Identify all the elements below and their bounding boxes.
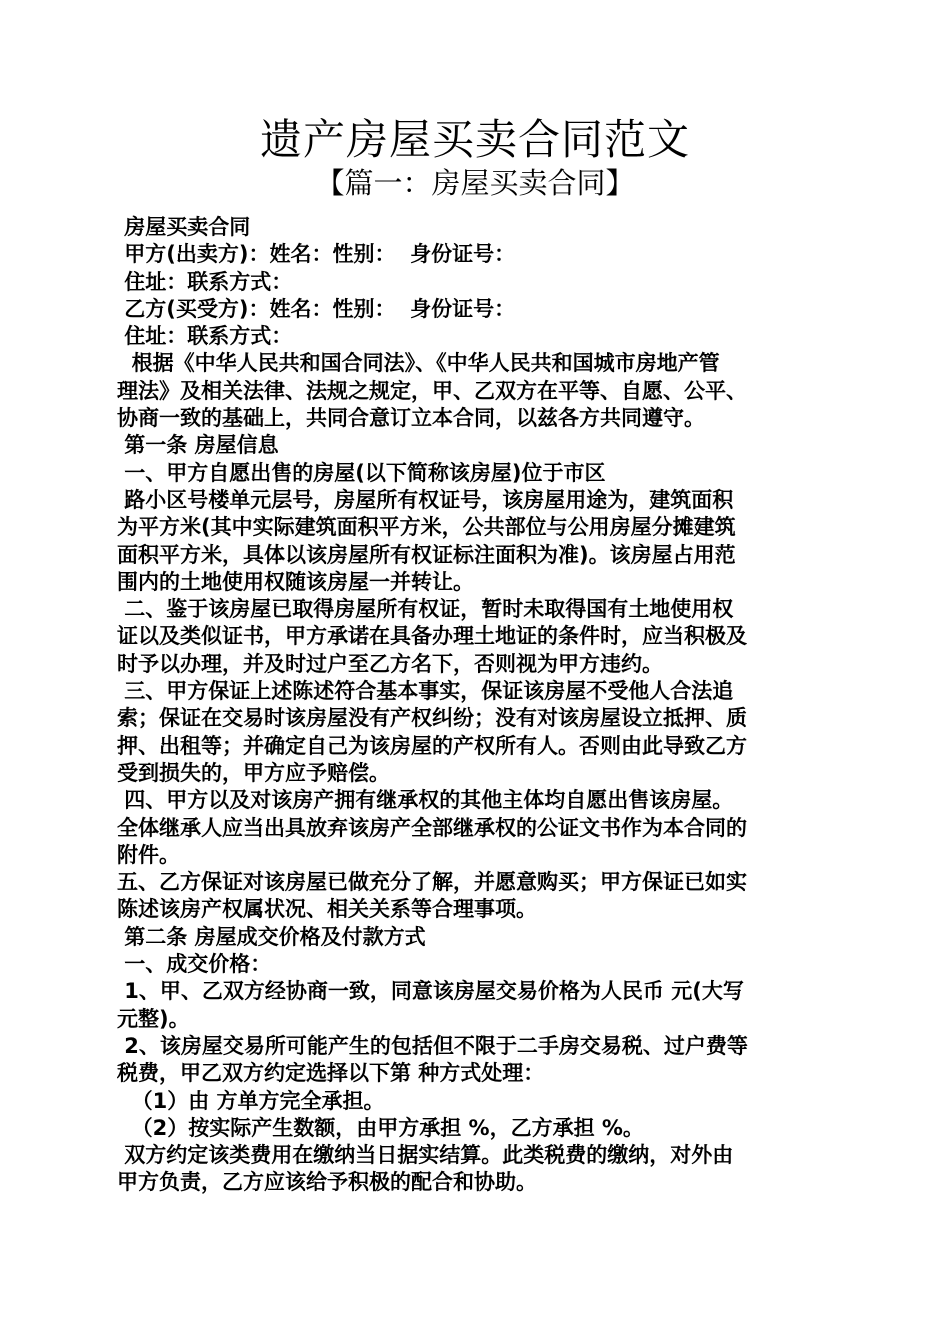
text-line: 陈述该房产权属状况、相关关系等合理事项。 (117, 897, 537, 922)
text-line: 甲方负责，乙方应该给予积极的配合和协助。 (117, 1170, 537, 1195)
contract-body (117, 214, 839, 1197)
text-line: 索；保证在交易时该房屋没有产权纠纷；没有对该房屋设立抵押、质 (117, 706, 747, 731)
text-line: 三、甲方保证上述陈述符合基本事实，保证该房屋不受他人合法追 (117, 679, 734, 704)
text-line: 四、甲方以及对该房产拥有继承权的其他主体均自愿出售该房屋。 (117, 788, 734, 813)
text-line: 围内的土地使用权随该房屋一并转让。 (117, 569, 474, 594)
text-line: 面积平方米，具体以该房屋所有权证标注面积为准)。该房屋占用范 (117, 542, 736, 567)
text-line: 一、成交价格： (117, 952, 272, 977)
text-line: 受到损失的，甲方应予赔偿。 (117, 760, 390, 785)
text-line: 时予以办理，并及时过户至乙方名下，否则视为甲方违约。 (117, 651, 663, 676)
text-line: 全体继承人应当出具放弃该房产全部继承权的公证文书作为本合同的 (117, 815, 747, 840)
text-line: 税费，甲乙双方约定选择以下第 种方式处理： (117, 1061, 545, 1086)
text-line: 1、甲、乙双方经协商一致，同意该房屋交易价格为人民币 元(大写 (117, 979, 744, 1004)
text-line: 2、该房屋交易所可能产生的包括但不限于二手房交易税、过户费等 (117, 1033, 748, 1058)
text-line: 第一条 房屋信息 (117, 433, 279, 458)
text-line: 乙方(买受方)：姓名：性别： 身份证号： (117, 296, 516, 321)
text-line: 双方约定该类费用在缴纳当日据实结算。此类税费的缴纳，对外由 (117, 1143, 734, 1168)
text-line: 理法》及相关法律、法规之规定，甲、乙双方在平等、自愿、公平、 (117, 378, 747, 403)
text-line: 甲方(出卖方)：姓名：性别： 身份证号： (117, 242, 516, 267)
text-line: 为平方米(其中实际建筑面积平方米，公共部位与公用房屋分摊建筑 (117, 515, 736, 540)
text-line: 押、出租等；并确定自己为该房屋的产权所有人。否则由此导致乙方 (117, 733, 747, 758)
text-line: 房屋买卖合同 (117, 215, 251, 239)
text-line: 第二条 房屋成交价格及付款方式 (117, 924, 426, 949)
text-line: 协商一致的基础上，共同合意订立本合同，以兹各方共同遵守。 (117, 406, 705, 431)
text-line: 二、鉴于该房屋已取得房屋所有权证，暂时未取得国有土地使用权 (117, 597, 734, 622)
text-line: 附件。 (117, 842, 180, 867)
text-line: 路小区号楼单元层号，房屋所有权证号，该房屋用途为，建筑面积 (117, 487, 734, 512)
text-line: 元整)。 (117, 1006, 190, 1031)
text-line: 住址：联系方式： (117, 269, 293, 294)
document-subtitle: 【篇一：房屋买卖合同】 (315, 166, 635, 200)
text-line: 根据《中华人民共和国合同法》、《中华人民共和国城市房地产管 (117, 351, 720, 376)
text-line: （2）按实际产生数额，由甲方承担 %，乙方承担 %。 (117, 1115, 644, 1140)
text-line: 一、甲方自愿出售的房屋(以下简称该房屋)位于市区 (117, 460, 606, 485)
text-line: （1）由 方单方完全承担。 (117, 1088, 385, 1113)
text-line: 证以及类似证书，甲方承诺在具备办理土地证的条件时，应当积极及 (117, 624, 747, 649)
text-line: 五、乙方保证对该房屋已做充分了解，并愿意购买；甲方保证已如实 (117, 870, 747, 895)
document-title: 遗产房屋买卖合同范文 (259, 115, 690, 164)
text-line: 住址：联系方式： (117, 324, 293, 349)
